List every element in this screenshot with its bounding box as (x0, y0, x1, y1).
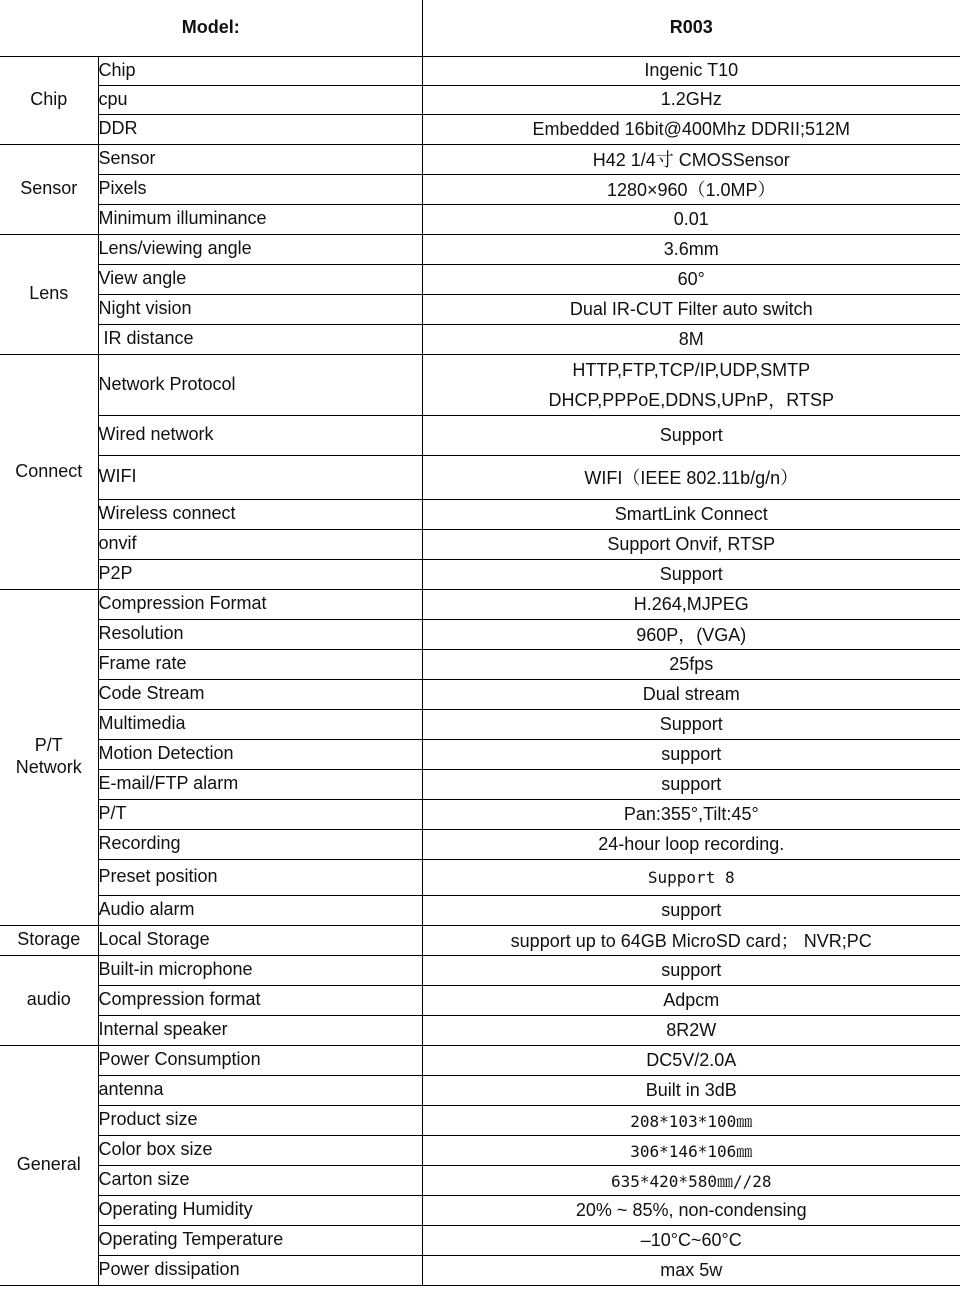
param-sensor: Sensor (98, 144, 422, 174)
value-audio-alarm (422, 895, 960, 925)
value-line: 20% ~ 85%, non-condensing (575, 1199, 807, 1220)
param-wireless-connect: Wireless connect (98, 499, 422, 529)
group-p-t-network: P/T Network (0, 589, 98, 925)
group-lens: Lens (0, 234, 98, 354)
value-operating-humidity (422, 1195, 960, 1225)
value-line: DC5V/2.0A (646, 1049, 737, 1070)
value-multimedia (422, 709, 960, 739)
param-chip: Chip (98, 56, 422, 85)
spec-row (0, 114, 960, 144)
param-operating-temperature: Operating Temperature (98, 1225, 422, 1255)
value-line: 25fps (669, 653, 714, 674)
spec-row (0, 739, 960, 769)
value-line: Support Onvif, RTSP (607, 533, 776, 554)
spec-row (0, 619, 960, 649)
param-p2p: P2P (98, 559, 422, 589)
param-antenna: antenna (98, 1075, 422, 1105)
spec-row (0, 264, 960, 294)
param-e-mail-ftp-alarm: E-mail/FTP alarm (98, 769, 422, 799)
value-operating-temperature (422, 1225, 960, 1255)
value-line: H.264,MJPEG (633, 593, 749, 614)
value-night-vision (422, 294, 960, 324)
spec-row (0, 415, 960, 455)
value-line: Embedded 16bit@400Mhz DDRII;512M (532, 118, 850, 139)
value-line: 8R2W (666, 1019, 717, 1040)
spec-row (0, 324, 960, 354)
spec-row (0, 529, 960, 559)
param-p-t: P/T (98, 799, 422, 829)
header-row (0, 0, 960, 56)
value-compression-format (422, 589, 960, 619)
spec-row (0, 499, 960, 529)
value-line: support up to 64GB MicroSD card； NVR;PC (510, 931, 872, 951)
spec-row (0, 294, 960, 324)
value-antenna (422, 1075, 960, 1105)
param-onvif: onvif (98, 529, 422, 559)
value-line: support (661, 899, 722, 920)
value-pixels (422, 174, 960, 204)
value-built-in-microphone (422, 955, 960, 985)
param-audio-alarm: Audio alarm (98, 895, 422, 925)
value-color-box-size (422, 1135, 960, 1165)
value-line: 208*103*100㎜ (630, 1111, 753, 1131)
value-line: 24-hour loop recording. (598, 833, 785, 854)
spec-row (0, 1135, 960, 1165)
spec-row (0, 144, 960, 174)
value-line: Dual IR-CUT Filter auto switch (569, 298, 813, 319)
spec-row (0, 679, 960, 709)
spec-row (0, 955, 960, 985)
value-wireless-connect (422, 499, 960, 529)
value-frame-rate (422, 649, 960, 679)
value-line: DHCP,PPPoE,DDNS,UPnP，RTSP (548, 389, 834, 410)
spec-row (0, 925, 960, 955)
value-line: max 5w (660, 1259, 723, 1280)
param-frame-rate: Frame rate (98, 649, 422, 679)
value-line: support (661, 743, 722, 764)
value-lens-viewing-angle (422, 234, 960, 264)
value-ddr (422, 114, 960, 144)
value-chip (422, 56, 960, 85)
spec-row (0, 354, 960, 415)
value-line: Support (659, 563, 723, 584)
value-line: support (661, 773, 722, 794)
param-cpu: cpu (98, 85, 422, 114)
spec-row (0, 829, 960, 859)
value-line: Support 8 (647, 867, 735, 887)
spec-row (0, 709, 960, 739)
spec-row (0, 799, 960, 829)
spec-row (0, 859, 960, 895)
value-line: Ingenic T10 (644, 60, 739, 80)
value-line: 60° (677, 268, 705, 289)
value-p-t (422, 799, 960, 829)
spec-row (0, 174, 960, 204)
value-line: WIFI（IEEE 802.11b/g/n） (584, 468, 799, 488)
value-power-consumption (422, 1045, 960, 1075)
param-wired-network: Wired network (98, 415, 422, 455)
group-chip: Chip (0, 56, 98, 144)
param-internal-speaker: Internal speaker (98, 1015, 422, 1045)
group-audio: audio (0, 955, 98, 1045)
param-code-stream: Code Stream (98, 679, 422, 709)
value-line: HTTP,FTP,TCP/IP,UDP,SMTP (572, 359, 811, 380)
spec-row (0, 1165, 960, 1195)
spec-row (0, 1015, 960, 1045)
spec-row (0, 769, 960, 799)
spec-row (0, 56, 960, 85)
value-local-storage (422, 925, 960, 955)
param-night-vision: Night vision (98, 294, 422, 324)
spec-row (0, 589, 960, 619)
spec-row (0, 85, 960, 114)
value-ir-distance (422, 324, 960, 354)
value-line: 306*146*106㎜ (630, 1141, 753, 1161)
spec-row (0, 204, 960, 234)
param-power-consumption: Power Consumption (98, 1045, 422, 1075)
spec-row (0, 1195, 960, 1225)
value-resolution (422, 619, 960, 649)
group-connect: Connect (0, 354, 98, 589)
value-line: Support (659, 713, 723, 734)
value-code-stream (422, 679, 960, 709)
value-line: 3.6mm (663, 238, 719, 259)
value-line: H42 1/4寸 CMOSSensor (592, 150, 790, 170)
value-line: support (661, 959, 722, 980)
value-internal-speaker (422, 1015, 960, 1045)
param-view-angle: View angle (98, 264, 422, 294)
value-line: Dual stream (642, 683, 740, 704)
value-wifi (422, 455, 960, 499)
spec-row (0, 234, 960, 264)
group-sensor: Sensor (0, 144, 98, 234)
value-power-dissipation (422, 1255, 960, 1285)
value-p2p (422, 559, 960, 589)
param-color-box-size: Color box size (98, 1135, 422, 1165)
param-multimedia: Multimedia (98, 709, 422, 739)
value-line: Adpcm (663, 989, 720, 1010)
param-recording: Recording (98, 829, 422, 859)
value-compression-format (422, 985, 960, 1015)
value-line: 635*420*580㎜//28 (611, 1171, 772, 1191)
spec-row (0, 1255, 960, 1285)
param-operating-humidity: Operating Humidity (98, 1195, 422, 1225)
value-view-angle (422, 264, 960, 294)
spec-row (0, 1045, 960, 1075)
spec-row (0, 649, 960, 679)
value-line: 960P，(VGA) (636, 625, 747, 645)
value-line: –10°C~60°C (640, 1229, 742, 1250)
param-compression-format: Compression format (98, 985, 422, 1015)
model-label: Model: (0, 0, 422, 56)
param-pixels: Pixels (98, 174, 422, 204)
spec-row (0, 985, 960, 1015)
spec-row (0, 559, 960, 589)
value-carton-size (422, 1165, 960, 1195)
spec-row (0, 1105, 960, 1135)
spec-body (0, 56, 960, 1285)
value-recording (422, 829, 960, 859)
value-line: 8M (678, 328, 704, 349)
value-line: SmartLink Connect (614, 503, 768, 524)
param-built-in-microphone: Built-in microphone (98, 955, 422, 985)
group-storage: Storage (0, 925, 98, 955)
param-motion-detection: Motion Detection (98, 739, 422, 769)
model-value: R003 (422, 0, 960, 56)
spec-row (0, 455, 960, 499)
param-carton-size: Carton size (98, 1165, 422, 1195)
value-sensor (422, 144, 960, 174)
param-compression-format: Compression Format (98, 589, 422, 619)
value-line: 0.01 (673, 208, 709, 229)
param-ddr: DDR (98, 114, 422, 144)
value-product-size (422, 1105, 960, 1135)
param-resolution: Resolution (98, 619, 422, 649)
value-motion-detection (422, 739, 960, 769)
param-minimum-illuminance: Minimum illuminance (98, 204, 422, 234)
param-power-dissipation: Power dissipation (98, 1255, 422, 1285)
value-e-mail-ftp-alarm (422, 769, 960, 799)
spec-row (0, 1225, 960, 1255)
value-wired-network (422, 415, 960, 455)
value-line: Pan:355°,Tilt:45° (623, 803, 759, 824)
value-line: 1.2GHz (660, 89, 722, 109)
value-preset-position (422, 859, 960, 895)
param-ir-distance: IR distance (98, 324, 422, 354)
value-cpu (422, 85, 960, 114)
group-general: General (0, 1045, 98, 1285)
param-local-storage: Local Storage (98, 925, 422, 955)
param-product-size: Product size (98, 1105, 422, 1135)
spec-row (0, 895, 960, 925)
param-lens-viewing-angle: Lens/viewing angle (98, 234, 422, 264)
param-wifi: WIFI (98, 455, 422, 499)
param-preset-position: Preset position (98, 859, 422, 895)
value-line: Support (659, 424, 723, 445)
param-network-protocol: Network Protocol (98, 354, 422, 415)
value-line: 1280×960（1.0MP） (606, 180, 776, 200)
value-onvif (422, 529, 960, 559)
value-minimum-illuminance (422, 204, 960, 234)
value-network-protocol (422, 354, 960, 415)
value-line: Built in 3dB (645, 1079, 737, 1100)
spec-row (0, 1075, 960, 1105)
